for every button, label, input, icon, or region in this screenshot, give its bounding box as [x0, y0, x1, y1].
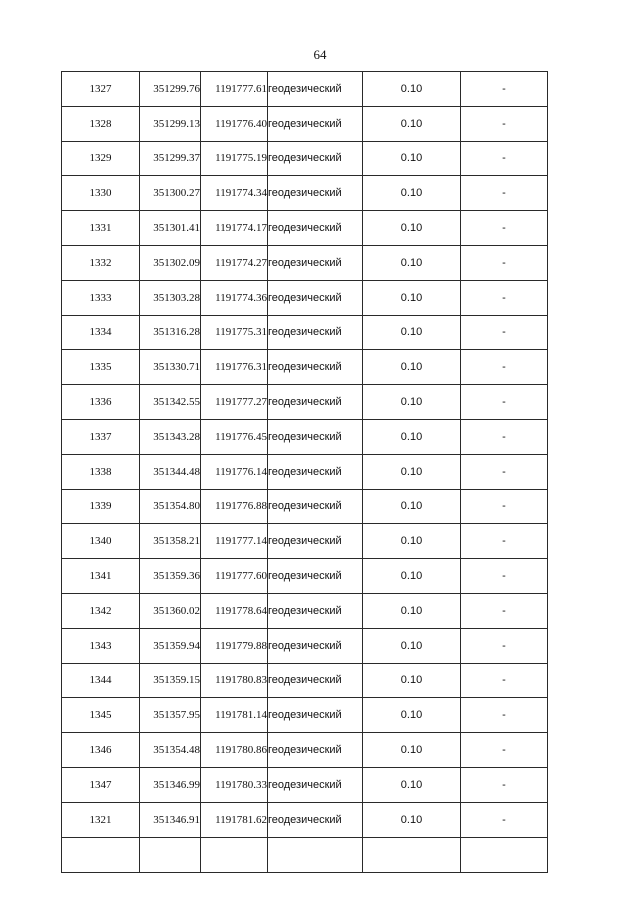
table-row — [62, 211, 548, 246]
table-row — [62, 802, 548, 837]
y-coordinate-cell: 1191777.61 — [201, 72, 268, 107]
method-cell: геодезический — [268, 176, 363, 211]
note-cell: - — [461, 802, 548, 837]
point-number-cell: 1347 — [62, 767, 140, 802]
y-coordinate-cell: 1191774.36 — [201, 280, 268, 315]
point-number-cell: 1331 — [62, 211, 140, 246]
x-coordinate-cell: 351303.28 — [140, 280, 201, 315]
method-cell: геодезический — [268, 628, 363, 663]
x-coordinate-cell: 351299.37 — [140, 141, 201, 176]
x-coordinate-cell: 351300.27 — [140, 176, 201, 211]
y-coordinate-cell: 1191780.83 — [201, 663, 268, 698]
method-cell: геодезический — [268, 315, 363, 350]
accuracy-cell: 0.10 — [363, 733, 461, 768]
y-coordinate-cell: 1191781.14 — [201, 698, 268, 733]
point-number-cell: 1321 — [62, 802, 140, 837]
x-coordinate-cell: 351346.91 — [140, 802, 201, 837]
x-coordinate-cell: 351359.94 — [140, 628, 201, 663]
x-coordinate-cell: 351344.48 — [140, 454, 201, 489]
point-number-cell: 1327 — [62, 72, 140, 107]
point-number-cell: 1340 — [62, 524, 140, 559]
table-row — [62, 176, 548, 211]
note-cell: - — [461, 72, 548, 107]
accuracy-cell: 0.10 — [363, 106, 461, 141]
method-cell: геодезический — [268, 211, 363, 246]
table-row — [62, 698, 548, 733]
accuracy-cell: 0.10 — [363, 315, 461, 350]
y-coordinate-cell: 1191775.19 — [201, 141, 268, 176]
coordinates-table — [61, 71, 548, 873]
method-cell: геодезический — [268, 454, 363, 489]
x-coordinate-cell: 351359.15 — [140, 663, 201, 698]
point-number-cell — [62, 837, 140, 872]
point-number-cell: 1335 — [62, 350, 140, 385]
accuracy-cell: 0.10 — [363, 419, 461, 454]
method-cell: геодезический — [268, 72, 363, 107]
x-coordinate-cell: 351302.09 — [140, 245, 201, 280]
note-cell: - — [461, 559, 548, 594]
accuracy-cell: 0.10 — [363, 72, 461, 107]
table-row — [62, 350, 548, 385]
method-cell: геодезический — [268, 524, 363, 559]
method-cell: геодезический — [268, 733, 363, 768]
note-cell: - — [461, 106, 548, 141]
point-number-cell: 1338 — [62, 454, 140, 489]
accuracy-cell: 0.10 — [363, 211, 461, 246]
x-coordinate-cell: 351299.13 — [140, 106, 201, 141]
note-cell: - — [461, 489, 548, 524]
method-cell: геодезический — [268, 663, 363, 698]
y-coordinate-cell: 1191777.14 — [201, 524, 268, 559]
y-coordinate-cell: 1191780.33 — [201, 767, 268, 802]
table-row — [62, 419, 548, 454]
accuracy-cell: 0.10 — [363, 663, 461, 698]
accuracy-cell: 0.10 — [363, 176, 461, 211]
y-coordinate-cell: 1191777.60 — [201, 559, 268, 594]
accuracy-cell: 0.10 — [363, 454, 461, 489]
note-cell: - — [461, 524, 548, 559]
method-cell: геодезический — [268, 802, 363, 837]
point-number-cell: 1330 — [62, 176, 140, 211]
accuracy-cell: 0.10 — [363, 767, 461, 802]
accuracy-cell: 0.10 — [363, 141, 461, 176]
note-cell: - — [461, 245, 548, 280]
x-coordinate-cell: 351354.48 — [140, 733, 201, 768]
table-body — [62, 72, 548, 873]
table-row — [62, 385, 548, 420]
table-row — [62, 767, 548, 802]
x-coordinate-cell: 351330.71 — [140, 350, 201, 385]
accuracy-cell: 0.10 — [363, 280, 461, 315]
note-cell: - — [461, 454, 548, 489]
y-coordinate-cell: 1191776.14 — [201, 454, 268, 489]
point-number-cell: 1336 — [62, 385, 140, 420]
y-coordinate-cell: 1191774.34 — [201, 176, 268, 211]
table-row — [62, 559, 548, 594]
note-cell: - — [461, 628, 548, 663]
x-coordinate-cell: 351299.76 — [140, 72, 201, 107]
x-coordinate-cell: 351343.28 — [140, 419, 201, 454]
x-coordinate-cell: 351357.95 — [140, 698, 201, 733]
method-cell: геодезический — [268, 593, 363, 628]
page-number: 64 — [313, 47, 327, 62]
accuracy-cell: 0.10 — [363, 245, 461, 280]
point-number-cell: 1329 — [62, 141, 140, 176]
y-coordinate-cell: 1191780.86 — [201, 733, 268, 768]
point-number-cell: 1344 — [62, 663, 140, 698]
y-coordinate-cell: 1191781.62 — [201, 802, 268, 837]
table-row — [62, 628, 548, 663]
method-cell: геодезический — [268, 141, 363, 176]
note-cell: - — [461, 419, 548, 454]
x-coordinate-cell: 351359.36 — [140, 559, 201, 594]
y-coordinate-cell: 1191776.45 — [201, 419, 268, 454]
x-coordinate-cell: 351360.02 — [140, 593, 201, 628]
note-cell: - — [461, 141, 548, 176]
table-row — [62, 315, 548, 350]
y-coordinate-cell: 1191774.17 — [201, 211, 268, 246]
method-cell: геодезический — [268, 385, 363, 420]
accuracy-cell: 0.10 — [363, 698, 461, 733]
method-cell: геодезический — [268, 106, 363, 141]
method-cell: геодезический — [268, 698, 363, 733]
point-number-cell: 1343 — [62, 628, 140, 663]
note-cell: - — [461, 767, 548, 802]
table-row — [62, 837, 548, 872]
method-cell: геодезический — [268, 559, 363, 594]
table-row — [62, 524, 548, 559]
method-cell: геодезический — [268, 245, 363, 280]
y-coordinate-cell — [201, 837, 268, 872]
point-number-cell: 1346 — [62, 733, 140, 768]
table-row — [62, 280, 548, 315]
y-coordinate-cell: 1191774.27 — [201, 245, 268, 280]
method-cell: геодезический — [268, 419, 363, 454]
accuracy-cell: 0.10 — [363, 628, 461, 663]
x-coordinate-cell: 351301.41 — [140, 211, 201, 246]
table-row — [62, 663, 548, 698]
point-number-cell: 1334 — [62, 315, 140, 350]
point-number-cell: 1332 — [62, 245, 140, 280]
accuracy-cell: 0.10 — [363, 350, 461, 385]
point-number-cell: 1328 — [62, 106, 140, 141]
note-cell: - — [461, 176, 548, 211]
accuracy-cell: 0.10 — [363, 524, 461, 559]
point-number-cell: 1345 — [62, 698, 140, 733]
accuracy-cell — [363, 837, 461, 872]
table-row — [62, 141, 548, 176]
x-coordinate-cell: 351342.55 — [140, 385, 201, 420]
note-cell: - — [461, 593, 548, 628]
y-coordinate-cell: 1191777.27 — [201, 385, 268, 420]
table-row — [62, 245, 548, 280]
table-row — [62, 593, 548, 628]
point-number-cell: 1342 — [62, 593, 140, 628]
accuracy-cell: 0.10 — [363, 559, 461, 594]
method-cell: геодезический — [268, 350, 363, 385]
y-coordinate-cell: 1191779.88 — [201, 628, 268, 663]
note-cell: - — [461, 280, 548, 315]
x-coordinate-cell — [140, 837, 201, 872]
point-number-cell: 1341 — [62, 559, 140, 594]
accuracy-cell: 0.10 — [363, 489, 461, 524]
note-cell: - — [461, 733, 548, 768]
table-row — [62, 454, 548, 489]
note-cell: - — [461, 385, 548, 420]
y-coordinate-cell: 1191776.88 — [201, 489, 268, 524]
note-cell: - — [461, 698, 548, 733]
point-number-cell: 1333 — [62, 280, 140, 315]
x-coordinate-cell: 351354.80 — [140, 489, 201, 524]
y-coordinate-cell: 1191776.31 — [201, 350, 268, 385]
table-row — [62, 489, 548, 524]
y-coordinate-cell: 1191778.64 — [201, 593, 268, 628]
point-number-cell: 1337 — [62, 419, 140, 454]
accuracy-cell: 0.10 — [363, 385, 461, 420]
x-coordinate-cell: 351316.28 — [140, 315, 201, 350]
accuracy-cell: 0.10 — [363, 593, 461, 628]
x-coordinate-cell: 351346.99 — [140, 767, 201, 802]
note-cell: - — [461, 350, 548, 385]
note-cell: - — [461, 663, 548, 698]
accuracy-cell: 0.10 — [363, 802, 461, 837]
method-cell — [268, 837, 363, 872]
table-row — [62, 72, 548, 107]
y-coordinate-cell: 1191776.40 — [201, 106, 268, 141]
y-coordinate-cell: 1191775.31 — [201, 315, 268, 350]
table-row — [62, 733, 548, 768]
method-cell: геодезический — [268, 767, 363, 802]
method-cell: геодезический — [268, 280, 363, 315]
table-row — [62, 106, 548, 141]
note-cell: - — [461, 315, 548, 350]
note-cell — [461, 837, 548, 872]
method-cell: геодезический — [268, 489, 363, 524]
note-cell: - — [461, 211, 548, 246]
point-number-cell: 1339 — [62, 489, 140, 524]
x-coordinate-cell: 351358.21 — [140, 524, 201, 559]
